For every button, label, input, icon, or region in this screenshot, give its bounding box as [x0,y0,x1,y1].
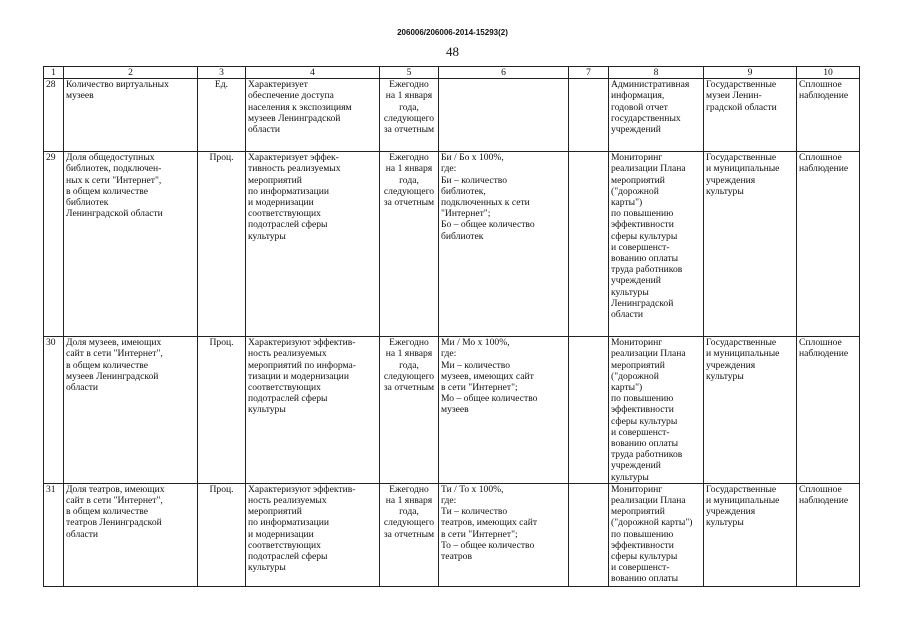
table-row [44,337,860,484]
unit: Проц. [198,152,246,337]
col-header: 10 [797,67,860,79]
indicator-description: Характеризуют эффектив- ность реализуемых мероприятий по информа- тизации и модернизации соответствующих подотраслей сферы культуры [246,337,380,484]
col-header: 2 [64,67,198,79]
responsible: Государственные музеи Ленин- градской области [704,79,797,152]
responsible: Государственные и муниципальные учреждения культуры [704,337,797,484]
unit: Ед. [198,79,246,152]
row-number: 30 [44,337,64,484]
unit: Проц. [198,483,246,586]
data-source: Мониторинг реализации Плана мероприятий ("дорожной карты") по повышению эффективности сферы культуры и совершенст- вованию оплаты труда работников учреждений культуры [609,337,704,484]
indicator-name: Доля театров, имеющих сайт в сети "Интернет", в общем количестве театров Ленинградской области [64,483,198,586]
formula: Ти / То x 100%, где: Ти – количество театров, имеющих сайт в сети "Интернет"; То – общее количество театров [439,483,569,586]
indicator-description: Характеризует эффек- тивность реализуемых мероприятий по информатизации и модернизации соответствующих подотраслей сферы культуры [246,152,380,337]
formula [439,79,569,152]
table-row [44,152,860,337]
column-7 [569,79,609,152]
column-7 [569,337,609,484]
col-header: 7 [569,67,609,79]
data-source: Административная информация, годовой отчет государственных учреждений [609,79,704,152]
method: Сплошное наблюдение [797,337,860,484]
periodicity: Ежегодно на 1 января года, следующего за отчетным [380,337,439,484]
table-row [44,79,860,152]
periodicity: Ежегодно на 1 января года, следующего за отчетным [380,483,439,586]
periodicity: Ежегодно на 1 января года, следующего за отчетным [380,79,439,152]
data-source: Мониторинг реализации Плана мероприятий ("дорожной карты") по повышению эффективности сферы культуры и совершенст- вованию оплаты [609,483,704,586]
formula: Би / Бо x 100%, где: Би – количество библиотек, подключенных к сети "Интернет"; Бо – общее количество библиотек [439,152,569,337]
indicators-table [43,66,860,587]
method: Сплошное наблюдение [797,152,860,337]
responsible: Государственные и муниципальные учреждения культуры [704,152,797,337]
col-header: 5 [380,67,439,79]
indicator-name: Количество виртуальных музеев [64,79,198,152]
col-header: 6 [439,67,569,79]
indicator-description: Характеризует обеспечение доступа населения к экспозициям музеев Ленинградской области [246,79,380,152]
row-number: 29 [44,152,64,337]
col-header: 3 [198,67,246,79]
row-number: 31 [44,483,64,586]
method: Сплошное наблюдение [797,79,860,152]
formula: Ми / Мо x 100%, где: Ми – количество музеев, имеющих сайт в сети "Интернет"; Мо – общее количество музеев [439,337,569,484]
document-id: 206006/206006-2014-15293(2) [397,28,508,37]
table-row [44,483,860,586]
unit: Проц. [198,337,246,484]
responsible: Государственные и муниципальные учреждения культуры [704,483,797,586]
col-header: 8 [609,67,704,79]
header-row [44,67,860,79]
indicator-description: Характеризуют эффектив- ность реализуемых мероприятий по информатизации и модернизации соответствующих подотраслей сферы культуры [246,483,380,586]
indicator-name: Доля общедоступных библиотек, подключен- ных к сети "Интернет", в общем количестве библиотек Ленинградской области [64,152,198,337]
col-header: 4 [246,67,380,79]
column-7 [569,483,609,586]
column-7 [569,152,609,337]
row-number: 28 [44,79,64,152]
data-source: Мониторинг реализации Плана мероприятий ("дорожной карты") по повышению эффективности сферы культуры и совершенст- вованию оплаты труда работников учреждений культуры Ленинградской области [609,152,704,337]
col-header: 1 [44,67,64,79]
indicator-name: Доля музеев, имеющих сайт в сети "Интернет", в общем количестве музеев Ленинградской области [64,337,198,484]
page-number: 48 [446,44,459,59]
col-header: 9 [704,67,797,79]
method: Сплошное наблюдение [797,483,860,586]
periodicity: Ежегодно на 1 января года, следующего за отчетным [380,152,439,337]
